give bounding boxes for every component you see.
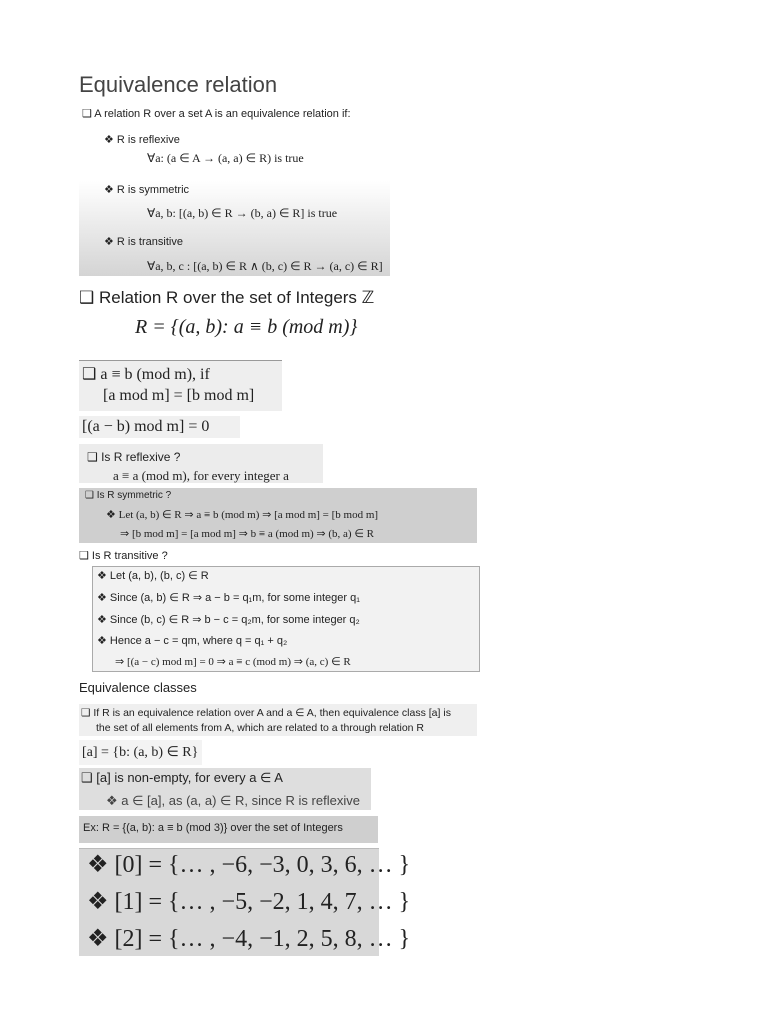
class-item: ❖ [2] = {… , −4, −1, 2, 5, 8, … } (87, 926, 411, 952)
refl-line: a ≡ a (mod m), for every integer a (113, 468, 289, 483)
cls-line: the set of all elements from A, which are related to a through relation R (96, 722, 425, 734)
class-formula: [a] = {b: (a, b) ∈ R} (82, 745, 199, 760)
def-line: ❖ R is reflexive (104, 134, 180, 146)
trans-line: ❖ Let (a, b), (b, c) ∈ R (97, 570, 209, 582)
zero-block (79, 416, 240, 438)
def-line: ❖ R is transitive (104, 236, 183, 248)
trans-line: ❖ Since (b, c) ∈ R ⇒ b − c = q₂m, for some integer q₂ (97, 614, 360, 626)
class-formula-block (79, 740, 202, 765)
def-line: ∀a, b, c : [(a, b) ∈ R ∧ (b, c) ∈ R → (a, c) ∈ R] (147, 259, 383, 273)
definition-block (79, 103, 390, 276)
sym-line: ❑ Is R symmetric ? (85, 490, 172, 501)
def-line: ∀a: (a ∈ A → (a, a) ∈ R) is true (147, 151, 304, 165)
page-title: Equivalence relation (79, 72, 278, 97)
class-definition-block (79, 704, 477, 736)
class-item: ❖ [0] = {… , −6, −3, 0, 3, 6, … } (87, 852, 411, 878)
transitive-block (92, 566, 480, 672)
mod-line: ❑ a ≡ b (mod m), if (82, 366, 210, 383)
nonempty-block (79, 768, 371, 810)
relation-formula: R = {(a, b): a ≡ b (mod m)} (135, 316, 358, 338)
nonempty-line: ❑ [a] is non-empty, for every a ∈ A (81, 770, 283, 785)
symmetric-block (79, 488, 477, 543)
def-line: ❖ R is symmetric (104, 184, 190, 196)
trans-line: ❖ Since (a, b) ∈ R ⇒ a − b = q₁m, for some integer q₁ (97, 592, 360, 604)
def-line: ❑ A relation R over a set A is an equivalence relation if: (82, 108, 351, 120)
def-line: ∀a, b: [(a, b) ∈ R → (b, a) ∈ R] is true (147, 206, 338, 220)
classes-heading: Equivalence classes (79, 680, 197, 695)
trans-line: ⇒ [(a − c) mod m] = 0 ⇒ a ≡ c (mod m) ⇒ (a, c) ∈ R (115, 656, 351, 668)
nonempty-line: ❖ a ∈ [a], as (a, a) ∈ R, since R is reflexive (106, 793, 360, 808)
class-item: ❖ [1] = {… , −5, −2, 1, 4, 7, … } (87, 889, 411, 915)
mod-if-block (79, 360, 282, 411)
trans-line: ❖ Hence a − c = qm, where q = q₁ + q₂ (97, 635, 288, 647)
example-text: Ex: R = {(a, b): a ≡ b (mod 3)} over the set of Integers (83, 822, 343, 834)
transitive-heading: ❑ Is R transitive ? (79, 550, 168, 562)
refl-line: ❑ Is R reflexive ? (87, 450, 181, 464)
sym-line: ❖ Let (a, b) ∈ R ⇒ a ≡ b (mod m) ⇒ [a mod m] = [b mod m] (106, 509, 379, 521)
mod-line: [a mod m] = [b mod m] (103, 387, 255, 404)
zero-formula: [(a − b) mod m] = 0 (82, 418, 210, 435)
sym-line: ⇒ [b mod m] = [a mod m] ⇒ b ≡ a (mod m) ⇒ (b, a) ∈ R (120, 528, 375, 540)
example-block (79, 816, 378, 843)
classes-list-block (79, 848, 411, 956)
reflexive-block (79, 444, 323, 483)
integers-heading: ❑ Relation R over the set of Integers ℤ (79, 288, 375, 307)
cls-line: ❑ If R is an equivalence relation over A and a ∈ A, then equivalence class [a] is (81, 707, 451, 719)
